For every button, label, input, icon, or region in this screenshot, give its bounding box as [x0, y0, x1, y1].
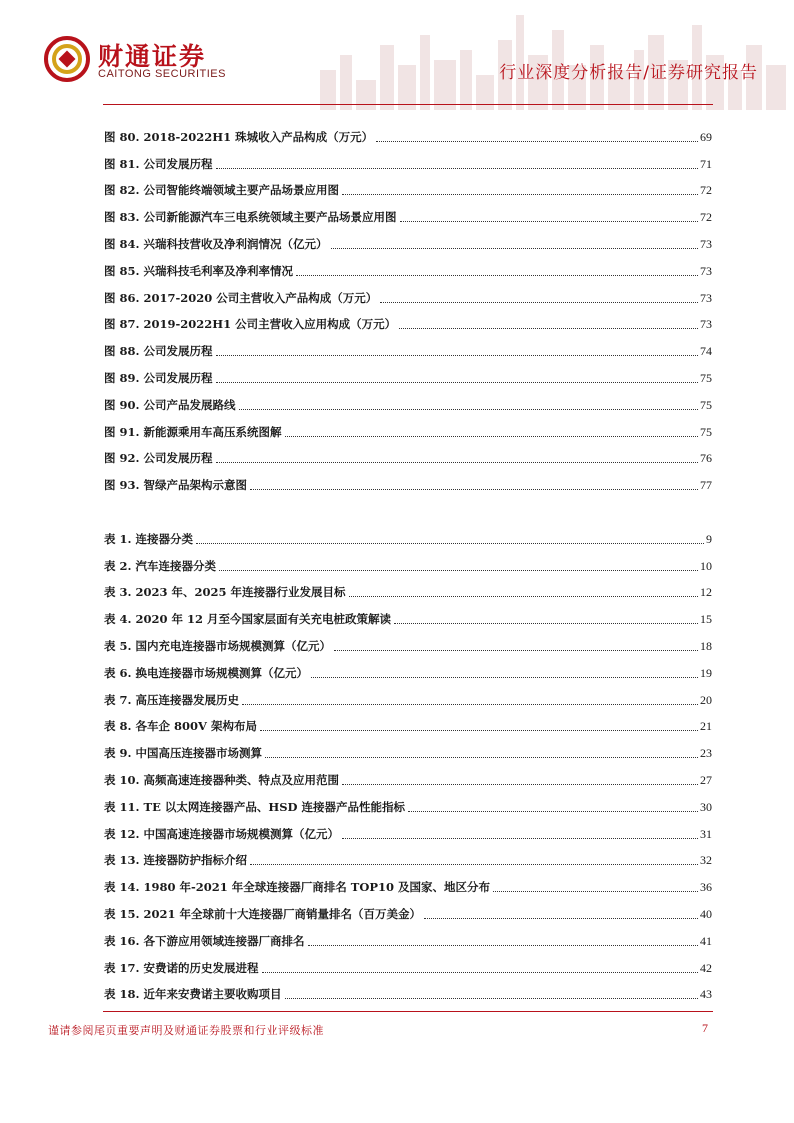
toc-leader-dots	[331, 248, 698, 249]
toc-leader-dots	[216, 382, 698, 383]
toc-entry[interactable]	[104, 254, 712, 281]
toc-leader-dots	[424, 918, 698, 919]
toc-entry-page: 9	[706, 531, 712, 546]
page-header	[0, 0, 794, 110]
toc-entry[interactable]	[104, 924, 712, 951]
toc-entry-page: 73	[700, 317, 712, 332]
figure-list	[104, 120, 712, 495]
toc-entry-title: 图 93. 智绿产品架构示意图	[104, 478, 248, 493]
toc-entry-page: 75	[700, 370, 712, 385]
toc-entry[interactable]	[104, 308, 712, 335]
toc-entry-title: 表 18. 近年来安费诺主要收购项目	[104, 987, 282, 1002]
toc-entry-page: 42	[700, 960, 712, 975]
toc-leader-dots	[342, 194, 698, 195]
toc-entry[interactable]	[104, 549, 712, 576]
toc-entry-page: 41	[700, 933, 712, 948]
toc-entry[interactable]	[104, 710, 712, 737]
toc-entry-title: 图 85. 兴瑞科技毛利率及净利率情况	[104, 263, 294, 278]
toc-entry[interactable]	[104, 629, 712, 656]
toc-entry-page: 74	[700, 344, 712, 359]
toc-entry[interactable]	[104, 120, 712, 147]
toc-entry-page: 43	[700, 987, 712, 1002]
toc-leader-dots	[216, 355, 698, 356]
toc-entry-page: 12	[700, 585, 712, 600]
toc-leader-dots	[311, 677, 698, 678]
toc-leader-dots	[349, 596, 698, 597]
toc-entry[interactable]	[104, 442, 712, 469]
toc-entry-page: 18	[700, 638, 712, 653]
toc-entry-page: 73	[700, 263, 712, 278]
toc-entry-page: 40	[700, 906, 712, 921]
toc-entry-title: 表 16. 各下游应用领域连接器厂商排名	[104, 933, 305, 948]
toc-leader-dots	[260, 730, 698, 731]
toc-entry-title: 图 91. 新能源乘用车高压系统图解	[104, 424, 282, 439]
toc-entry-page: 72	[700, 210, 712, 225]
toc-entry-page: 36	[700, 880, 712, 895]
disclaimer-note: 谨请参阅尾页重要声明及财通证券股票和行业评级标准	[48, 1024, 324, 1037]
toc-entry-page: 69	[700, 129, 712, 144]
toc-entry-title: 图 81. 公司发展历程	[104, 156, 213, 171]
toc-entry-title: 表 13. 连接器防护指标介绍	[104, 853, 248, 868]
toc-entry-title: 表 9. 中国高压连接器市场测算	[104, 746, 263, 761]
toc-leader-dots	[265, 757, 698, 758]
toc-leader-dots	[400, 221, 698, 222]
toc-leader-dots	[216, 168, 698, 169]
toc-entry[interactable]	[104, 415, 712, 442]
toc-entry-title: 图 84. 兴瑞科技营收及净利润情况（亿元）	[104, 236, 328, 251]
toc-entry-page: 15	[700, 612, 712, 627]
toc-leader-dots	[285, 436, 698, 437]
table-list	[104, 522, 712, 1004]
toc-entry[interactable]	[104, 174, 712, 201]
toc-entry[interactable]	[104, 844, 712, 871]
toc-entry[interactable]	[104, 576, 712, 603]
toc-entry[interactable]	[104, 388, 712, 415]
toc-entry[interactable]	[104, 281, 712, 308]
toc-leader-dots	[408, 811, 698, 812]
toc-leader-dots	[242, 704, 698, 705]
toc-entry-page: 73	[700, 236, 712, 251]
report-type-label: 行业深度分析报告/证券研究报告	[499, 63, 758, 83]
toc-entry[interactable]	[104, 683, 712, 710]
toc-entry-title: 图 87. 2019-2022H1 公司主营收入应用构成（万元）	[104, 317, 397, 332]
toc-entry-title: 表 1. 连接器分类	[104, 531, 194, 546]
toc-entry-title: 表 10. 高频高速连接器种类、特点及应用范围	[104, 772, 340, 787]
toc-leader-dots	[342, 838, 698, 839]
toc-entry[interactable]	[104, 978, 712, 1005]
toc-entry-title: 表 3. 2023 年、2025 年连接器行业发展目标	[104, 585, 346, 600]
toc-entry-title: 表 5. 国内充电连接器市场规模测算（亿元）	[104, 638, 332, 653]
toc-entry-page: 21	[700, 719, 712, 734]
toc-entry[interactable]	[104, 147, 712, 174]
toc-entry-page: 32	[700, 853, 712, 868]
toc-entry-page: 71	[700, 156, 712, 171]
toc-entry-page: 72	[700, 183, 712, 198]
toc-entry-page: 10	[700, 558, 712, 573]
brand-name-cn: 财通证券	[98, 42, 207, 71]
toc-entry[interactable]	[104, 334, 712, 361]
toc-entry-title: 图 88. 公司发展历程	[104, 344, 213, 359]
toc-entry[interactable]	[104, 870, 712, 897]
header-divider	[103, 104, 713, 105]
toc-entry-title: 表 12. 中国高速连接器市场规模测算（亿元）	[104, 826, 340, 841]
toc-entry[interactable]	[104, 522, 712, 549]
toc-entry[interactable]	[104, 817, 712, 844]
toc-entry-page: 73	[700, 290, 712, 305]
toc-entry[interactable]	[104, 897, 712, 924]
toc-entry[interactable]	[104, 468, 712, 495]
toc-entry-title: 图 80. 2018-2022H1 珠城收入产品构成（万元）	[104, 129, 374, 144]
toc-leader-dots	[399, 328, 698, 329]
toc-entry-title: 表 14. 1980 年-2021 年全球连接器厂商排名 TOP10 及国家、地区分布	[104, 880, 491, 895]
toc-leader-dots	[334, 650, 698, 651]
toc-leader-dots	[285, 998, 698, 999]
toc-entry-title: 图 82. 公司智能终端领域主要产品场景应用图	[104, 183, 340, 198]
toc-leader-dots	[296, 275, 698, 276]
toc-leader-dots	[342, 784, 698, 785]
toc-leader-dots	[250, 864, 698, 865]
toc-entry-page: 19	[700, 665, 712, 680]
toc-entry[interactable]	[104, 736, 712, 763]
caitong-logo-icon	[44, 36, 90, 82]
toc-entry-page: 23	[700, 746, 712, 761]
toc-entry[interactable]	[104, 200, 712, 227]
toc-leader-dots	[219, 570, 698, 571]
toc-entry[interactable]	[104, 602, 712, 629]
page-number: 7	[702, 1021, 708, 1035]
toc-entry-page: 77	[700, 478, 712, 493]
toc-entry-page: 76	[700, 451, 712, 466]
toc-entry-page: 30	[700, 799, 712, 814]
toc-leader-dots	[262, 972, 698, 973]
toc-leader-dots	[394, 623, 698, 624]
toc-entry-title: 图 89. 公司发展历程	[104, 370, 213, 385]
toc-entry-page: 75	[700, 397, 712, 412]
toc-leader-dots	[250, 489, 698, 490]
toc-entry-page: 31	[700, 826, 712, 841]
toc-entry-page: 75	[700, 424, 712, 439]
toc-entry[interactable]	[104, 763, 712, 790]
toc-entry-page: 20	[700, 692, 712, 707]
toc-entry[interactable]	[104, 361, 712, 388]
toc-leader-dots	[216, 462, 698, 463]
toc-leader-dots	[380, 302, 698, 303]
toc-leader-dots	[308, 945, 698, 946]
toc-entry[interactable]	[104, 951, 712, 978]
footer-divider	[103, 1011, 713, 1012]
toc-entry-title: 图 92. 公司发展历程	[104, 451, 213, 466]
toc-entry-title: 表 15. 2021 年全球前十大连接器厂商销量排名（百万美金）	[104, 906, 422, 921]
toc-entry-title: 图 83. 公司新能源汽车三电系统领域主要产品场景应用图	[104, 210, 397, 225]
toc-entry-page: 27	[700, 772, 712, 787]
toc-entry[interactable]	[104, 227, 712, 254]
toc-leader-dots	[376, 141, 698, 142]
toc-leader-dots	[493, 891, 698, 892]
toc-entry-title: 图 90. 公司产品发展路线	[104, 397, 236, 412]
toc-entry[interactable]	[104, 656, 712, 683]
toc-entry-title: 表 2. 汽车连接器分类	[104, 558, 217, 573]
toc-entry-title: 表 6. 换电连接器市场规模测算（亿元）	[104, 665, 309, 680]
toc-entry-title: 表 8. 各车企 800V 架构布局	[104, 719, 257, 734]
toc-entry-title: 表 11. TE 以太网连接器产品、HSD 连接器产品性能指标	[104, 799, 405, 814]
toc-entry[interactable]	[104, 790, 712, 817]
toc-entry-title: 表 7. 高压连接器发展历史	[104, 692, 240, 707]
toc-entry-title: 表 4. 2020 年 12 月至今国家层面有关充电桩政策解读	[104, 612, 392, 627]
toc-entry-title: 图 86. 2017-2020 公司主营收入产品构成（万元）	[104, 290, 378, 305]
toc-leader-dots	[239, 409, 698, 410]
toc-entry-title: 表 17. 安费诺的历史发展进程	[104, 960, 259, 975]
toc-leader-dots	[196, 543, 704, 544]
brand-name-en: CAITONG SECURITIES	[98, 68, 226, 80]
